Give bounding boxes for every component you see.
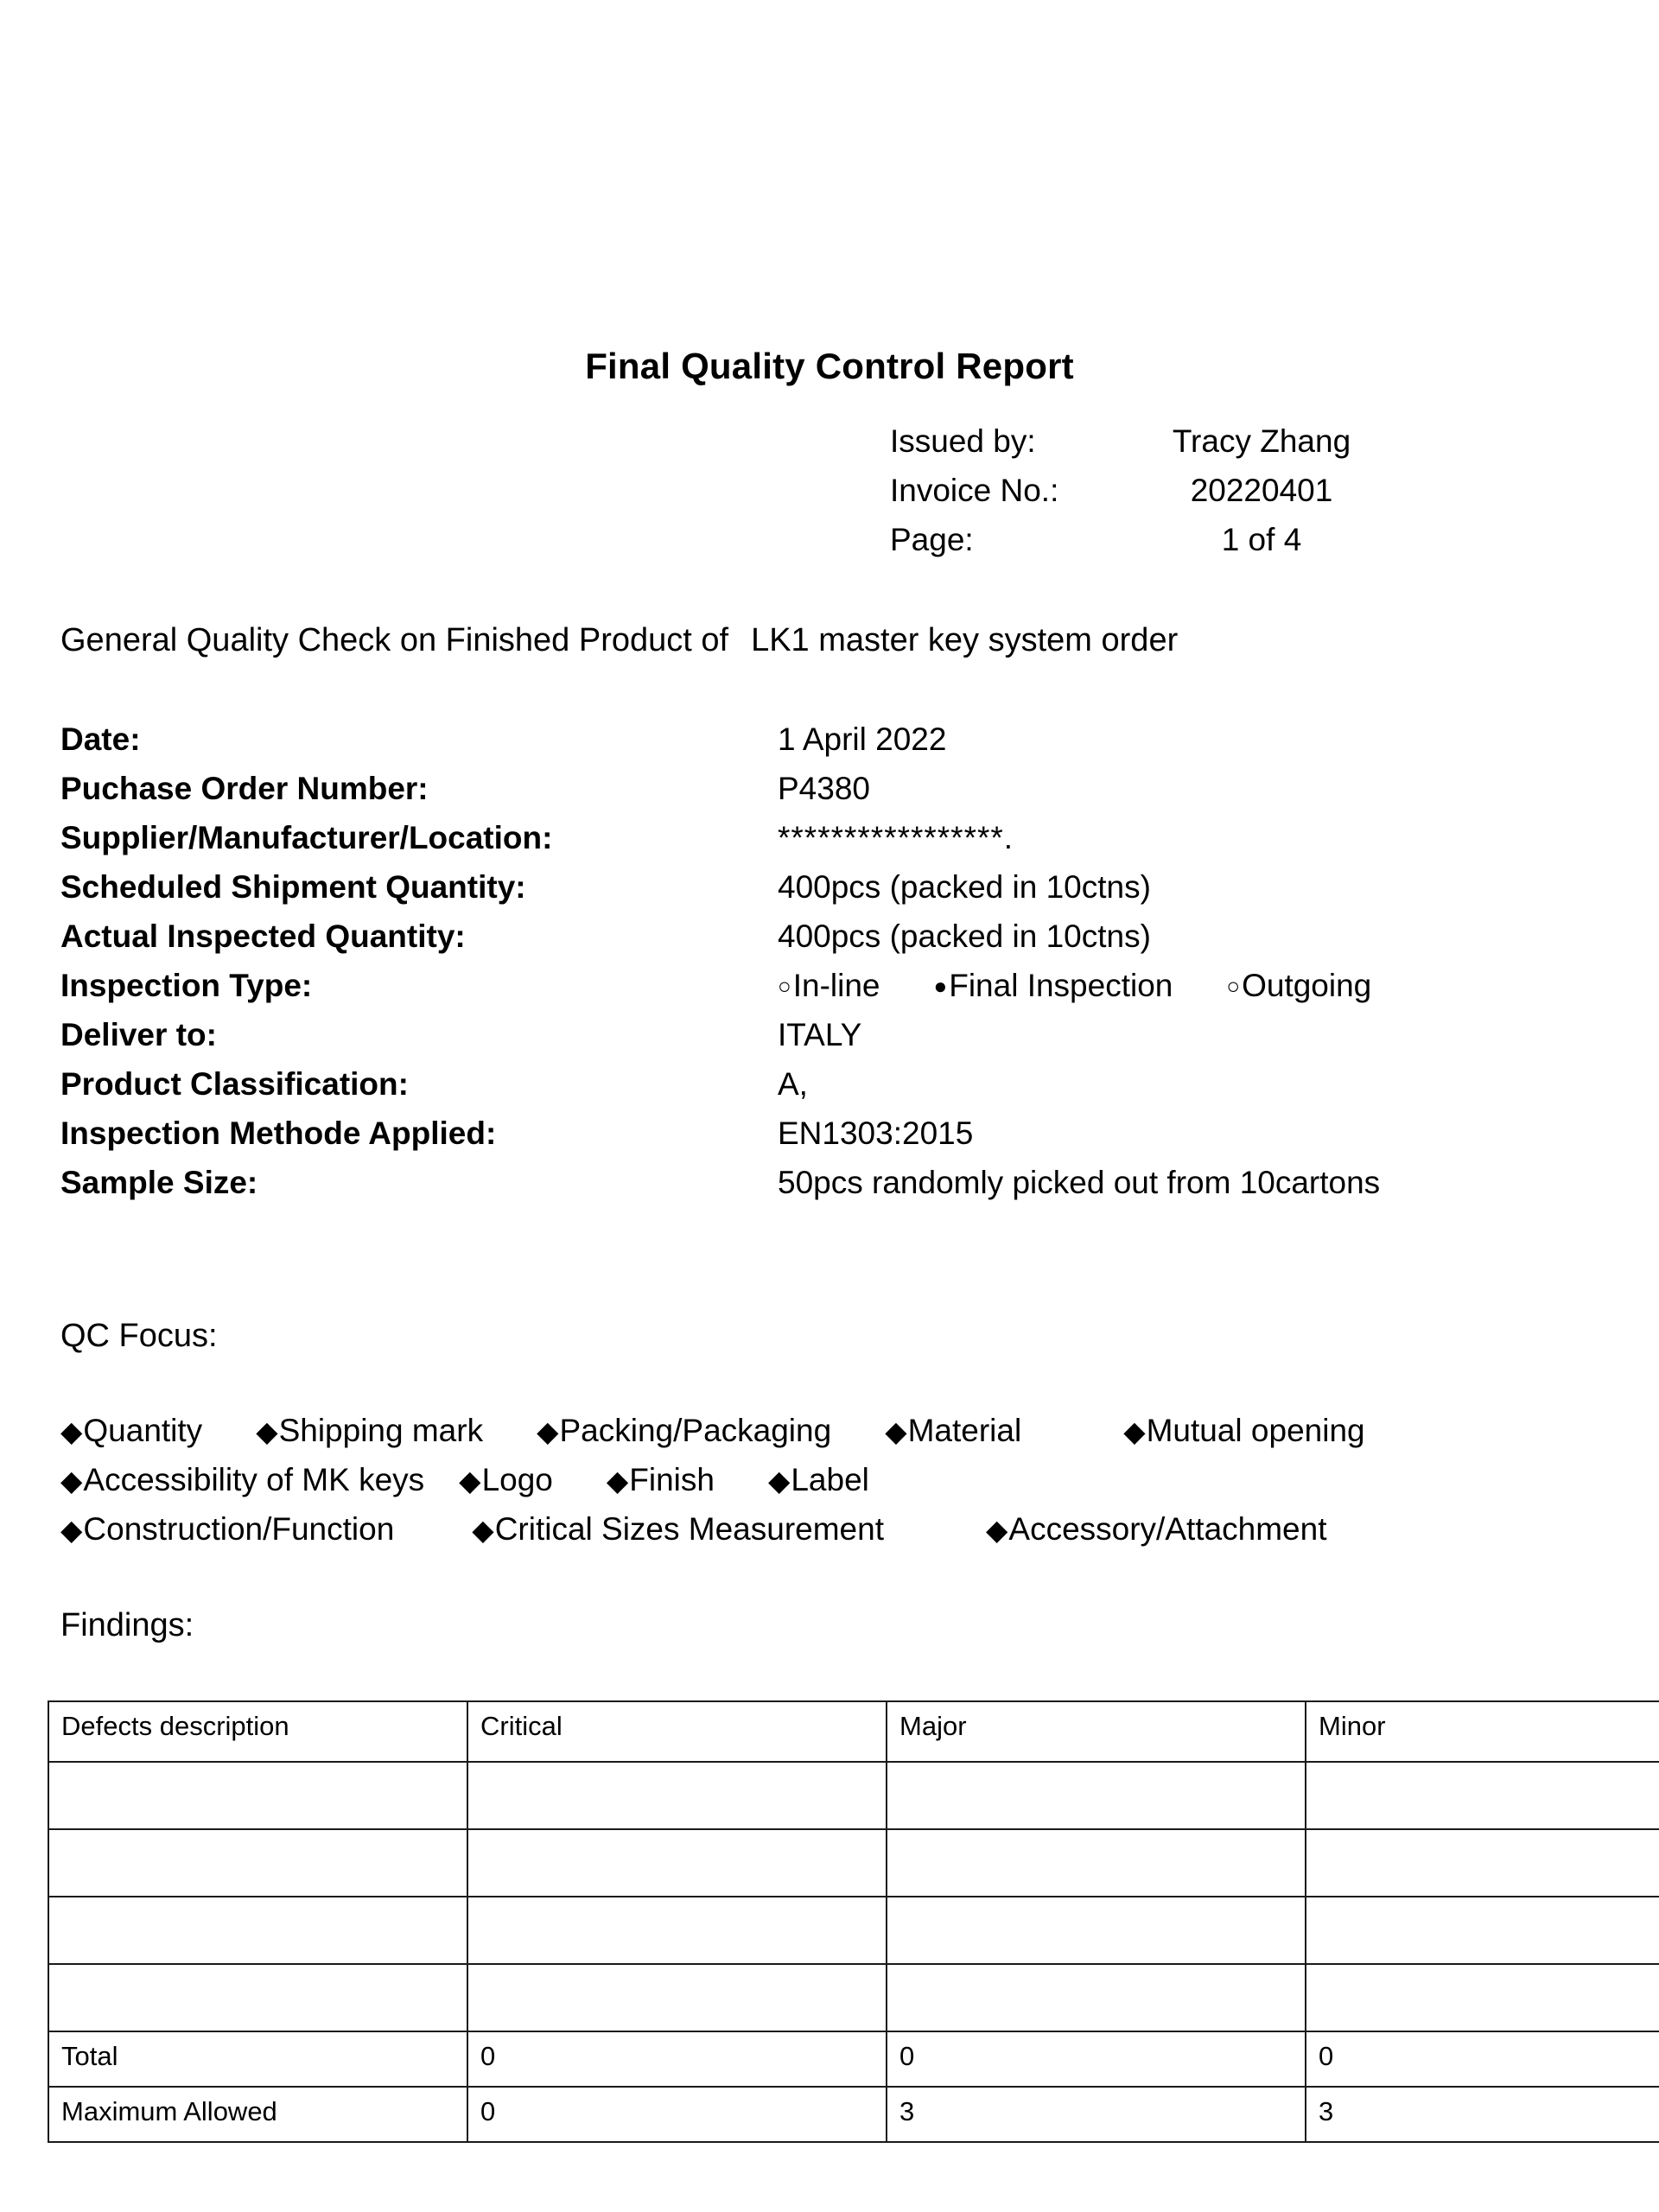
page-title: Final Quality Control Report [585, 346, 1074, 386]
qc-item-label: Finish [629, 1462, 715, 1497]
maximum-allowed-minor-value: 3 [1306, 2087, 1659, 2142]
qc-item-construction-function [60, 1511, 394, 1548]
diamond-bullet-icon: ◆ [986, 1514, 1008, 1546]
diamond-bullet-icon: ◆ [60, 1465, 83, 1497]
qc-focus-line-3 [60, 1511, 1616, 1560]
inspection-method-label: Inspection Methode Applied: [60, 1116, 497, 1151]
table-row[interactable] [48, 1762, 1659, 1829]
critical-count-cell[interactable] [467, 1829, 887, 1897]
minor-count-cell[interactable] [1306, 1964, 1659, 2031]
qc-item-label: Accessibility of MK keys [83, 1462, 425, 1497]
subtitle-prefix: General Quality Check on Finished Product of [60, 622, 729, 658]
qc-item-accessory-attachment [986, 1511, 1326, 1548]
column-header-critical: Critical [467, 1701, 887, 1762]
deliver-to-value: ITALY [778, 1017, 862, 1052]
scheduled-quantity-value: 400pcs (packed in 10ctns) [778, 869, 1151, 905]
diamond-bullet-icon: ◆ [60, 1514, 83, 1546]
minor-count-cell[interactable] [1306, 1762, 1659, 1829]
total-critical-value: 0 [467, 2031, 887, 2087]
inspection-type-radio-group [778, 968, 1371, 1004]
column-header-major: Major [887, 1701, 1306, 1762]
qc-focus-line-1 [60, 1413, 1616, 1462]
qc-item-label: Accessory/Attachment [1008, 1511, 1327, 1547]
diamond-bullet-icon: ◆ [459, 1465, 481, 1497]
scheduled-quantity-label: Scheduled Shipment Quantity: [60, 869, 526, 905]
product-classification-value: A, [778, 1066, 808, 1102]
info-row-sample-size [60, 1165, 1616, 1214]
qc-item-mutual-opening [1123, 1413, 1364, 1449]
major-count-cell[interactable] [887, 1964, 1306, 2031]
findings-table [48, 1700, 1659, 2143]
critical-count-cell[interactable] [467, 1762, 887, 1829]
info-row-inspection-method [60, 1116, 1616, 1165]
deliver-to-label: Deliver to: [60, 1017, 217, 1052]
column-header-defects-description: Defects description [48, 1701, 467, 1762]
supplier-label: Supplier/Manufacturer/Location: [60, 820, 553, 855]
qc-item-quantity [60, 1413, 202, 1449]
actual-quantity-value: 400pcs (packed in 10ctns) [778, 918, 1151, 954]
qc-item-packing-packaging [537, 1413, 831, 1449]
header-meta-block [890, 423, 1382, 571]
qc-item-finish [607, 1462, 715, 1498]
minor-count-cell[interactable] [1306, 1897, 1659, 1964]
defect-description-cell[interactable] [48, 1897, 467, 1964]
qc-focus-list [60, 1413, 1616, 1560]
info-row-deliver-to [60, 1017, 1616, 1066]
qc-item-shipping-mark [256, 1413, 483, 1449]
qc-item-label [768, 1462, 869, 1498]
diamond-bullet-icon: ◆ [606, 1465, 629, 1497]
invoice-no-value: 20220401 [1190, 473, 1333, 508]
radio-label-outgoing: Outgoing [1242, 968, 1372, 1003]
supplier-value-redacted: *****************. [778, 820, 1014, 855]
meta-row-page [890, 522, 1382, 571]
qc-focus-heading: QC Focus: [60, 1318, 218, 1354]
qc-item-logo [459, 1462, 553, 1498]
qc-item-accessibility-of-mk-keys [60, 1462, 424, 1498]
diamond-bullet-icon: ◆ [256, 1415, 278, 1447]
meta-row-issued-by [890, 423, 1382, 473]
page-label: Page: [890, 522, 974, 557]
actual-quantity-label: Actual Inspected Quantity: [60, 918, 466, 954]
meta-row-invoice-no [890, 473, 1382, 522]
diamond-bullet-icon: ◆ [1123, 1415, 1146, 1447]
info-row-product-classification [60, 1066, 1616, 1116]
subtitle [60, 622, 1178, 659]
table-row[interactable] [48, 1964, 1659, 2031]
inspection-type-label: Inspection Type: [60, 968, 313, 1003]
date-value: 1 April 2022 [778, 721, 947, 757]
radio-option-outgoing[interactable] [1226, 968, 1371, 1004]
total-label: Total [48, 2031, 467, 2087]
major-count-cell[interactable] [887, 1762, 1306, 1829]
table-row[interactable] [48, 1897, 1659, 1964]
qc-item-label: Mutual opening [1146, 1413, 1365, 1448]
inspection-method-value: EN1303:2015 [778, 1116, 974, 1151]
purchase-order-value: P4380 [778, 771, 870, 806]
qc-item-critical-sizes-measurement [472, 1511, 884, 1548]
table-row[interactable] [48, 1829, 1659, 1897]
radio-unchecked-icon: ○ [1226, 973, 1241, 999]
qc-item-label: Material [907, 1413, 1022, 1448]
purchase-order-label: Puchase Order Number: [60, 771, 429, 806]
diamond-bullet-icon: ◆ [885, 1415, 907, 1447]
defect-description-cell[interactable] [48, 1829, 467, 1897]
subtitle-order: LK1 master key system order [751, 622, 1179, 658]
info-row-purchase-order [60, 771, 1616, 820]
radio-label-in-line: In-line [792, 968, 880, 1003]
invoice-no-label: Invoice No.: [890, 473, 1059, 508]
maximum-allowed-major-value: 3 [887, 2087, 1306, 2142]
total-major-value: 0 [887, 2031, 1306, 2087]
date-label: Date: [60, 721, 141, 757]
radio-option-in-line[interactable] [778, 968, 880, 1004]
qc-item-label: Construction/Function [83, 1511, 395, 1547]
maximum-allowed-label: Maximum Allowed [48, 2087, 467, 2142]
qc-item-label: Packing/Packaging [559, 1413, 832, 1448]
qc-item-label: Logo [481, 1462, 553, 1497]
qc-item-label: Label [791, 1462, 869, 1497]
issued-by-value: Tracy Zhang [1172, 423, 1351, 459]
diamond-bullet-icon: ◆ [472, 1514, 494, 1546]
radio-checked-icon: ● [933, 973, 948, 999]
info-row-inspection-type [60, 968, 1616, 1017]
table-row-maximum-allowed [48, 2087, 1659, 2142]
findings-heading: Findings: [60, 1607, 194, 1643]
radio-label-final-inspection: Final Inspection [949, 968, 1173, 1003]
sample-size-value: 50pcs randomly picked out from 10cartons [778, 1165, 1381, 1200]
column-header-minor: Minor [1306, 1701, 1659, 1762]
major-count-cell[interactable] [887, 1897, 1306, 1964]
table-header-row [48, 1701, 1659, 1762]
defect-description-cell[interactable] [48, 1964, 467, 2031]
radio-unchecked-icon: ○ [778, 973, 791, 999]
product-classification-label: Product Classification: [60, 1066, 409, 1102]
info-block [60, 721, 1616, 1214]
qc-item-label: Shipping mark [278, 1413, 484, 1448]
radio-option-final-inspection[interactable] [934, 968, 1173, 1004]
diamond-bullet-icon: ◆ [537, 1415, 559, 1447]
qc-item-label: Critical Sizes Measurement [494, 1511, 884, 1547]
major-count-cell[interactable] [887, 1829, 1306, 1897]
qc-focus-line-2 [60, 1462, 1616, 1511]
table-row-total [48, 2031, 1659, 2087]
minor-count-cell[interactable] [1306, 1829, 1659, 1897]
diamond-bullet-icon: ◆ [767, 1465, 791, 1497]
info-row-supplier [60, 820, 1616, 869]
diamond-bullet-icon: ◆ [60, 1415, 83, 1447]
total-minor-value: 0 [1306, 2031, 1659, 2087]
page-value: 1 of 4 [1221, 522, 1302, 557]
qc-item-label: Quantity [83, 1413, 203, 1448]
defect-description-cell[interactable] [48, 1762, 467, 1829]
qc-item-material [885, 1413, 1021, 1449]
info-row-scheduled-quantity [60, 869, 1616, 918]
info-row-actual-quantity [60, 918, 1616, 968]
sample-size-label: Sample Size: [60, 1165, 258, 1200]
critical-count-cell[interactable] [467, 1897, 887, 1964]
issued-by-label: Issued by: [890, 423, 1036, 459]
critical-count-cell[interactable] [467, 1964, 887, 2031]
maximum-allowed-critical-value: 0 [467, 2087, 887, 2142]
info-row-date [60, 721, 1616, 771]
